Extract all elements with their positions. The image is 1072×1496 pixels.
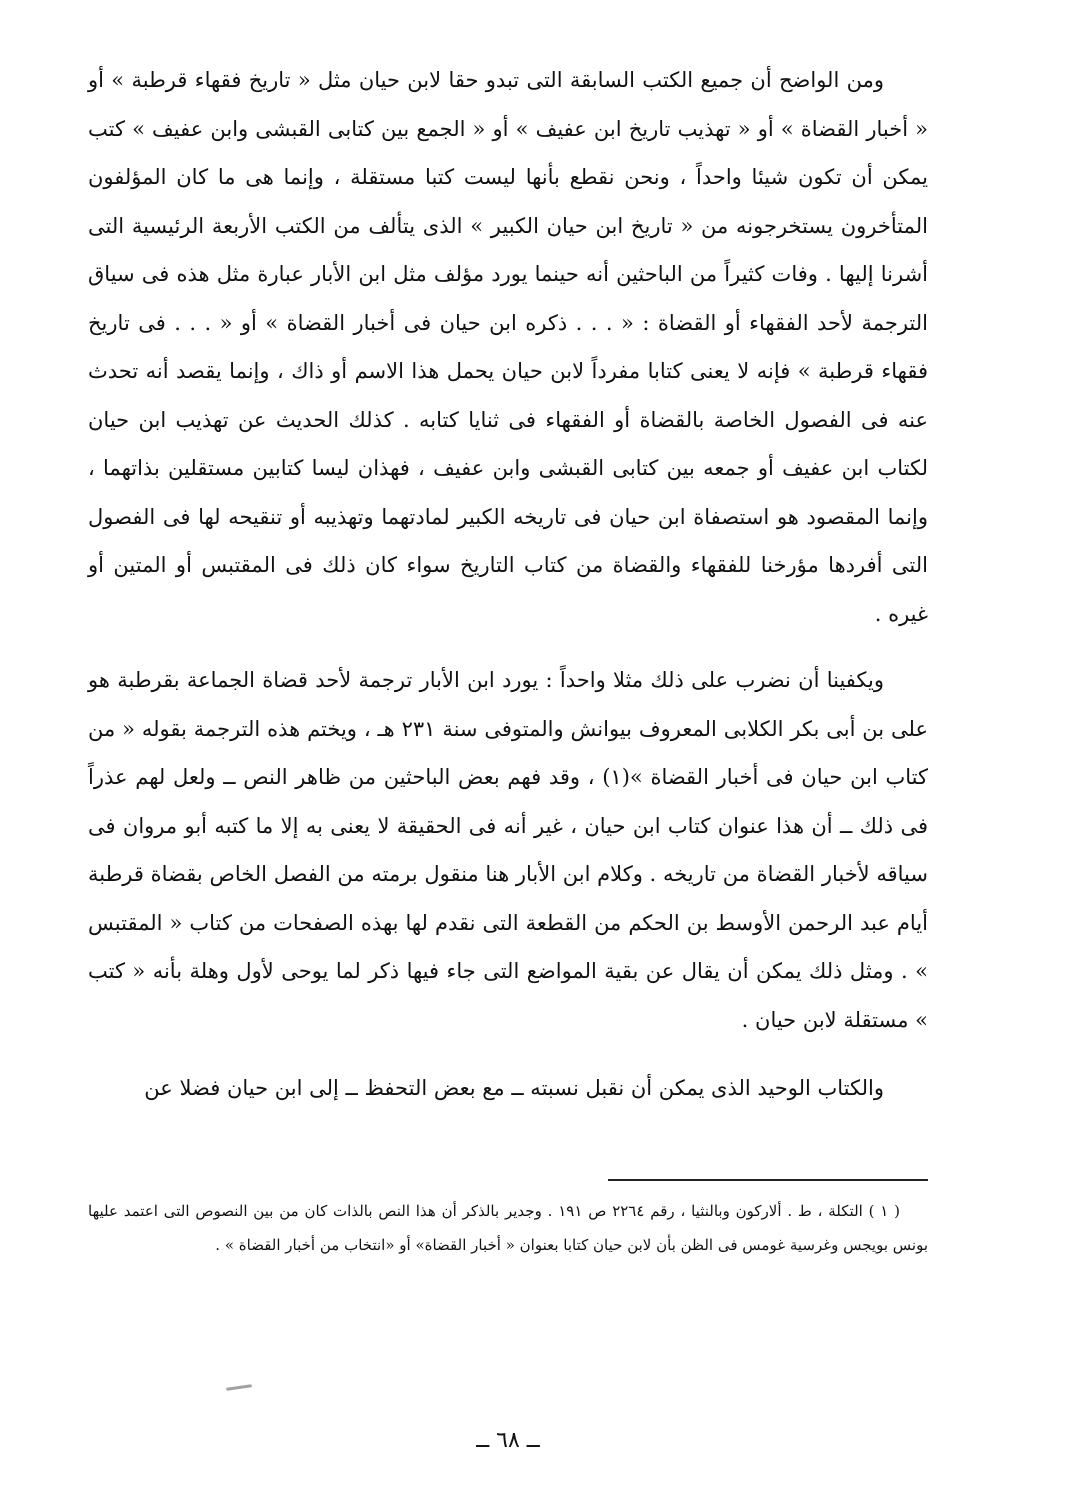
footnote-separator [608, 1179, 928, 1181]
footnote: ( ١ ) التكلة ، ط . ألاركون وبالنثيا ، رقم ٢٢٦٤ ص ١٩١ . وجدير بالذكر أن هذا النص بالذات كان من بين النصوص التى اعتمد عليها بونس بويجس وغرسية غومس فى الظن بأن لابن حيان كتابا بعنوان « أخبار القضاة» أو «انتخاب من أخبار القضاة » . [88, 1202, 928, 1254]
scan-speck [226, 1384, 252, 1391]
paragraph-2: ويكفينا أن نضرب على ذلك مثلا واحداً : يورد ابن الأبار ترجمة لأحد قضاة الجماعة بقرطبة هو على بن أبى بكر الكلابى المعروف بيوانش والمتوفى سنة ٢٣١ هـ ، ويختم هذه الترجمة بقوله « من كتاب ابن حيان فى أخبار القضاة »(١) ، وقد فهم بعض الباحثين من ظاهر النص ــ ولعل لهم عذراً فى ذلك ــ أن هذا عنوان كتاب ابن حيان ، غير أنه فى الحقيقة لا يعنى به إلا ما كتبه أبو مروان فى سياقه لأخبار القضاة من تاريخه . وكلام ابن الأبار هنا منقول برمته من الفصل الخاص بقضاة قرطبة أيام عبد الرحمن الأوسط بن الحكم من القطعة التى نقدم لها بهذه الصفحات من كتاب « المقتبس » . ومثل ذلك يمكن أن يقال عن بقية المواضع التى جاء فيها ذكر لما يوحى لأول وهلة بأنه « كتب » مستقلة لابن حيان . [88, 668, 928, 1032]
paragraph-3: والكتاب الوحيد الذى يمكن أن نقبل نسبته ــ مع بعض التحفظ ــ إلى ابن حيان فضلا عن [144, 1076, 884, 1100]
paragraph-1: ومن الواضح أن جميع الكتب السابقة التى تبدو حقا لابن حيان مثل « تاريخ فقهاء قرطبة » أو « أخبار القضاة » أو « تهذيب تاريخ ابن عفيف » أو « الجمع بين كتابى القبشى وابن عفيف » كتب يمكن أن تكون شيئا واحداً ، ونحن نقطع بأنها ليست كتبا مستقلة ، وإنما هى ما كان المؤلفون المتأخرون يستخرجونه من « تاريخ ابن حيان الكبير » الذى يتألف من الكتب الأربعة الرئيسية التى أشرنا إليها . وفات كثيراً من الباحثين أنه حينما يورد مؤلف مثل ابن الأبار عبارة مثل هذه فى سياق الترجمة لأحد الفقهاء أو القضاة : « . . . ذكره ابن حيان فى أخبار القضاة » أو « . . . فى تاريخ فقهاء قرطبة » فإنه لا يعنى كتابا مفرداً لابن حيان يحمل هذا الاسم أو ذاك ، وإنما يقصد أنه تحدث عنه فى الفصول الخاصة بالقضاة أو الفقهاء فى ثنايا كتابه . كذلك الحديث عن تهذيب ابن حيان لكتاب ابن عفيف أو جمعه بين كتابى القبشى وابن عفيف ، فهذان ليسا كتابين مستقلين بذاتهما ، وإنما المقصود هو استصفاة ابن حيان فى تاريخه الكبير لمادتهما وتهذيبه أو تنقيحه لها فى الفصول التى أفردها مؤرخنا للفقهاء والقضاة من كتاب التاريخ سواء كان ذلك فى المقتبس أو المتين أو غيره . [88, 68, 928, 626]
page-body [88, 56, 928, 1453]
page-number: ــ ٦٨ ــ [476, 1428, 540, 1453]
